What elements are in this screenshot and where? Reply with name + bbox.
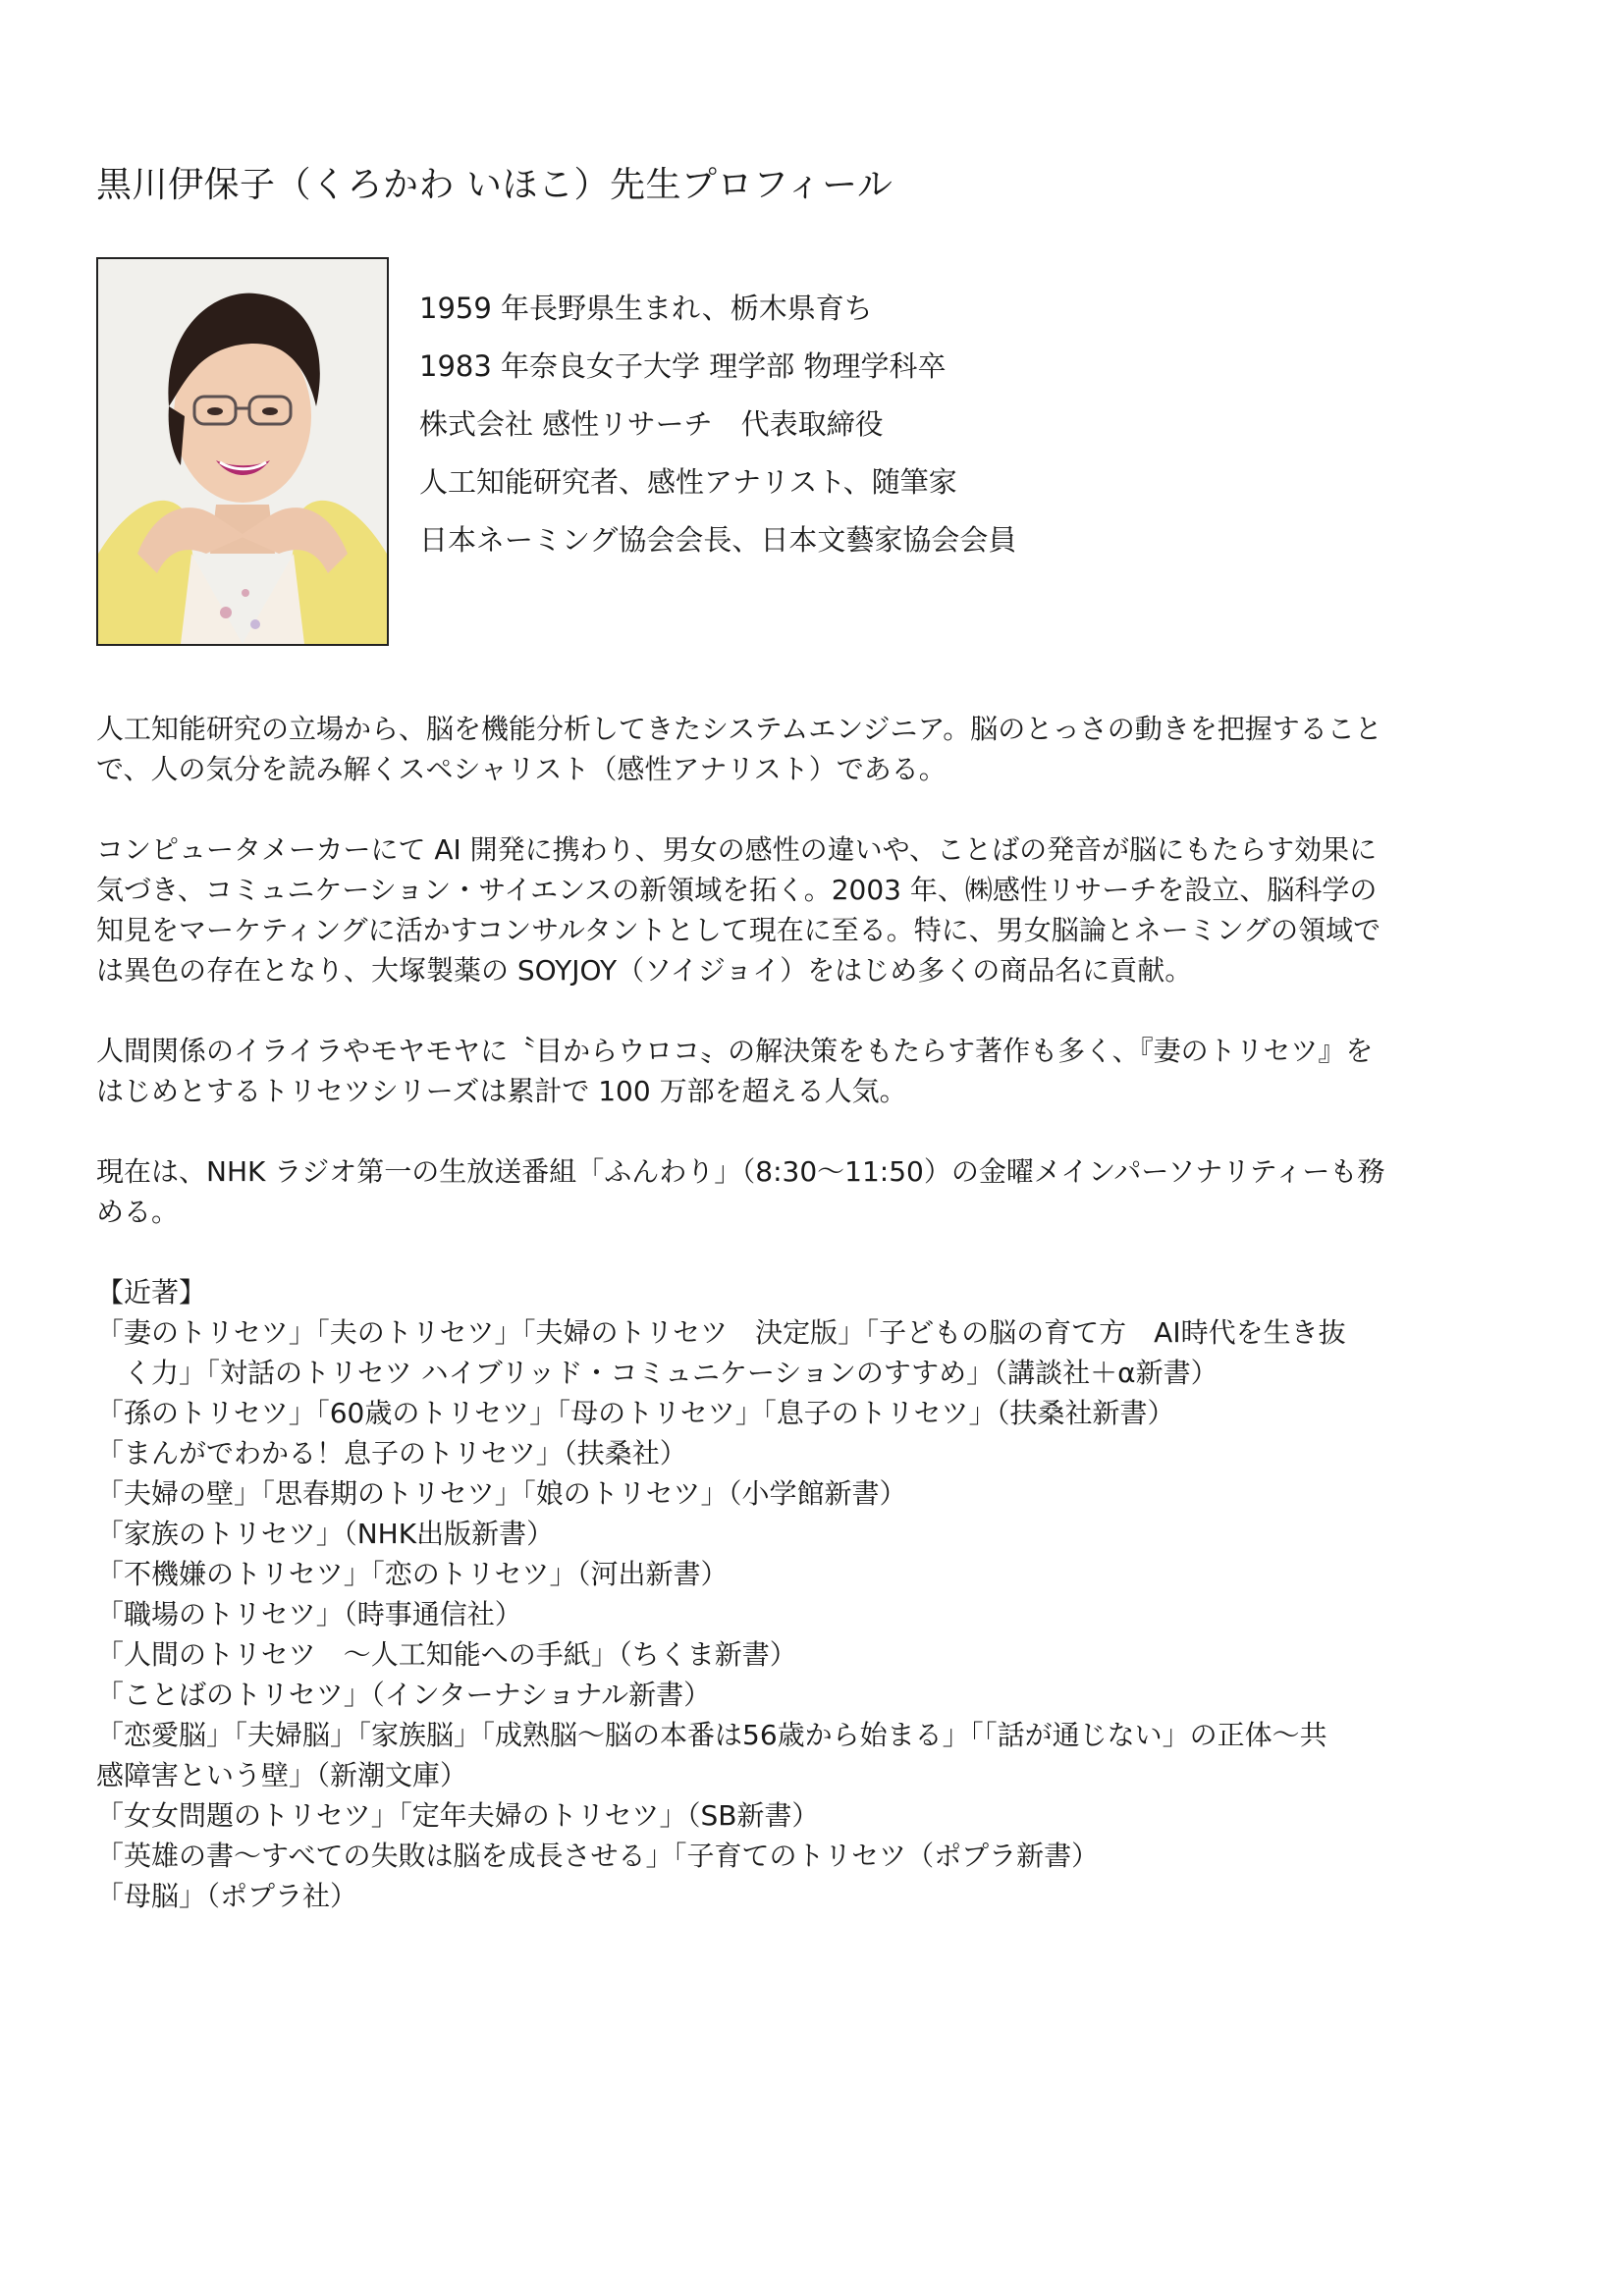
works-list bbox=[96, 1312, 1540, 1916]
info-occupation: 人工知能研究者、感性アナリスト、随筆家 bbox=[419, 465, 957, 499]
work-item: 「母脳」（ポプラ社） bbox=[96, 1880, 358, 1912]
bio-line: 気づき、コミュニケーション・サイエンスの新領域を拓く。2003 年、㈱感性リサーチを設立、脳科学の bbox=[96, 874, 1378, 906]
works-heading: 【近著】 bbox=[96, 1276, 207, 1308]
info-company: 株式会社 感性リサーチ 代表取締役 bbox=[419, 407, 884, 441]
bio-line: コンピュータメーカーにて AI 開発に携わり、男女の感性の違いや、ことばの発音が脳にもたらす効果に bbox=[96, 833, 1378, 866]
bio-line: める。 bbox=[96, 1196, 180, 1228]
profile-info bbox=[419, 280, 1016, 569]
info-education: 1983 年奈良女子大学 理学部 物理学科卒 bbox=[419, 349, 947, 383]
page-title: 黒川伊保子（くろかわ いほこ）先生プロフィール bbox=[96, 165, 893, 205]
bio-line: で、人の気分を読み解くスペシャリスト（感性アナリスト）である。 bbox=[96, 753, 947, 785]
work-item: 感障害という壁」（新潮文庫） bbox=[96, 1759, 468, 1791]
bio-line: 人工知能研究の立場から、脳を機能分析してきたシステムエンジニア。脳のとっさの動きを把握すること bbox=[96, 713, 1382, 745]
work-item: 「孫のトリセツ」「60歳のトリセツ」「母のトリセツ」「息子のトリセツ」（扶桑社新書） bbox=[96, 1397, 1175, 1429]
work-item: 「不機嫌のトリセツ」「恋のトリセツ」（河出新書） bbox=[96, 1558, 729, 1590]
bio-line: 知見をマーケティングに活かすコンサルタントとして現在に至る。特に、男女脳論とネーミングの領域で bbox=[96, 914, 1381, 946]
info-associations: 日本ネーミング協会会長、日本文藝家協会会員 bbox=[419, 523, 1017, 557]
work-item: 「英雄の書～すべての失敗は脳を成長させる」「子育てのトリセツ（ポプラ新書） bbox=[96, 1840, 1100, 1872]
work-item: 「職場のトリセツ」（時事通信社） bbox=[96, 1598, 522, 1630]
work-item: く力」「対話のトリセツ ハイブリッド・コミュニケーションのすすめ」（講談社＋α新書） bbox=[96, 1357, 1218, 1389]
work-item: 「女女問題のトリセツ」「定年夫婦のトリセツ」（SB新書） bbox=[96, 1799, 820, 1832]
work-item: 「妻のトリセツ」「夫のトリセツ」「夫婦のトリセツ 決定版」「子どもの脳の育て方 AI時代を生き抜 bbox=[96, 1316, 1346, 1349]
info-birth: 1959 年長野県生まれ、栃木県育ち bbox=[419, 292, 873, 325]
bio-paragraph bbox=[96, 709, 1540, 789]
work-item: 「人間のトリセツ ～人工知能への手紙」（ちくま新書） bbox=[96, 1638, 797, 1671]
portrait-photo bbox=[96, 257, 389, 646]
biography bbox=[96, 709, 1540, 1916]
bio-line: 人間関係のイライラやモヤモヤに〝目からウロコ〟の解決策をもたらす著作も多く、『妻のトリセツ』を bbox=[96, 1035, 1374, 1067]
bio-line: はじめとするトリセツシリーズは累計で 100 万部を超える人気。 bbox=[96, 1075, 907, 1107]
work-item: 「夫婦の壁」「思春期のトリセツ」「娘のトリセツ」（小学館新書） bbox=[96, 1477, 907, 1510]
bio-paragraph bbox=[96, 1151, 1540, 1232]
work-item: 「まんがでわかる！息子のトリセツ」（扶桑社） bbox=[96, 1437, 687, 1469]
bio-paragraph bbox=[96, 1031, 1540, 1111]
bio-line: は異色の存在となり、大塚製薬の SOYJOY（ソイジョイ）をはじめ多くの商品名に貢献。 bbox=[96, 954, 1193, 987]
work-item: 「ことばのトリセツ」（インターナショナル新書） bbox=[96, 1679, 712, 1711]
bio-paragraph bbox=[96, 829, 1540, 990]
work-item: 「恋愛脳」「夫婦脳」「家族脳」「成熟脳～脳の本番は56歳から始まる」「「話が通じない」の正体～共 bbox=[96, 1719, 1327, 1751]
work-item: 「家族のトリセツ」（NHK出版新書） bbox=[96, 1518, 555, 1550]
bio-line: 現在は、NHK ラジオ第一の生放送番組「ふんわり」（8:30～11:50）の金曜メインパーソナリティーも務 bbox=[96, 1155, 1385, 1188]
